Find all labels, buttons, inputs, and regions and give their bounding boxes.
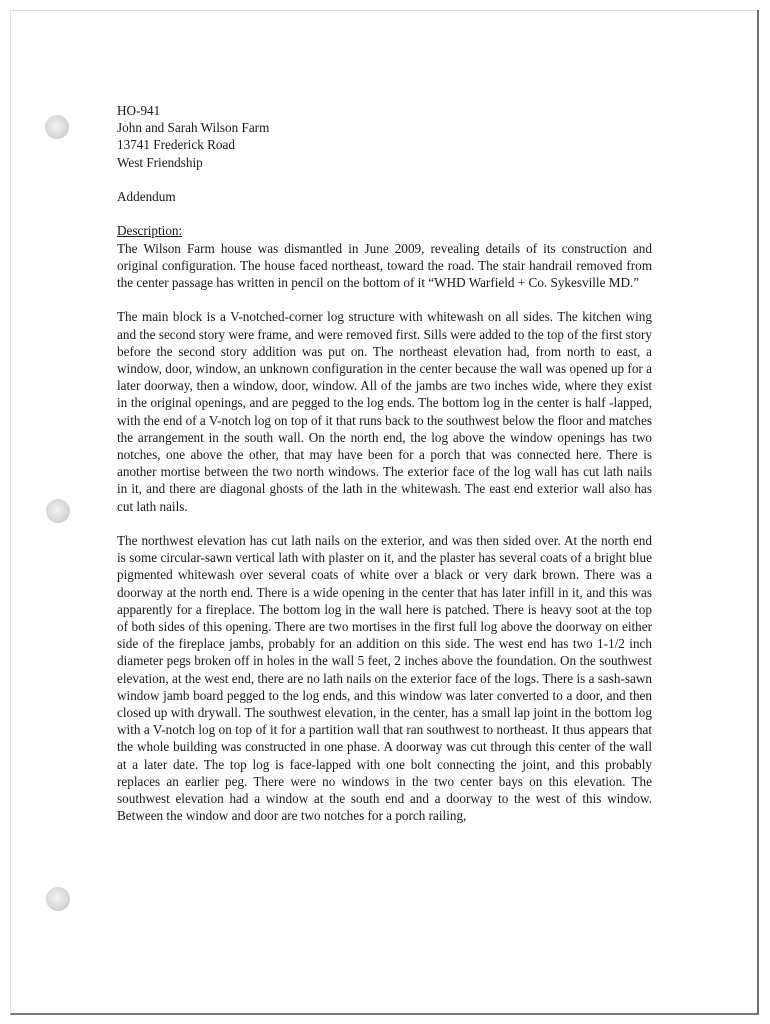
punch-hole-top [45,115,69,139]
paragraph-1: The Wilson Farm house was dismantled in June 2009, revealing details of its construction and original configuration. The house faced northeast, toward the road. The stair handrail removed from the center passage has written in pencil on the bottom of it “WHD Warfield + Co. Sykesville MD.” [117,240,652,290]
page-edge-bottom [10,1013,759,1015]
property-name: John and Sarah Wilson Farm [117,120,270,136]
description-heading: Description: [117,223,183,239]
document-body [117,102,652,824]
street-address: 13741 Frederick Road [117,137,235,153]
punch-hole-middle [46,499,70,523]
survey-id: HO-941 [117,103,161,118]
page-edge-top [10,10,758,11]
paragraph-2: The main block is a V-notched-corner log structure with whitewash on all sides. The kitchen wing and the second story were frame, and were removed first. Sills were added to the top of the first story before the second story addition was put on. The northeast elevation had, from north to east, a window, door, window, an unknown configuration in the center because the wall was opened up for a later doorway, then a window, door, window. All of the jambs are two inches wide, where they exist in the original openings, and are pegged to the log ends. The bottom log in the center is half -lapped, with the end of a V-notch log on top of it that runs back to the southwest below the floor and matches the arrangement in the south wall. On the north end, the log above the window openings has two notches, one above the other, that may have been for a porch that was connected here. There is another mortise between the two north windows. The exterior face of the log wall has cut lath nails in it, and there are diagonal ghosts of the lath in the whitewash. The east end exterior wall also has cut lath nails. [117,309,652,514]
town: West Friendship [117,154,203,170]
page-edge-right [757,10,759,1014]
paragraph-3: The northwest elevation has cut lath nails on the exterior, and was then sided over. At the north end is some circular-sawn vertical lath with plaster on it, and the plaster has several coats of a bright blue pigmented whitewash over several coats of white over a black or very dark brown. There was a doorway at the north end. There is a wide opening in the center that has later infill in it, and this was apparently for a fireplace. The bottom log in the wall here is patched. There is heavy soot at the top of both sides of this opening. There are two mortises in the first full log above the doorway on either side of the fireplace jambs, probably for an addition on this side. The west end has two 1-1/2 inch diameter pegs broken off in holes in the wall 5 feet, 2 inches above the foundation. On the southwest elevation, at the west end, there are no lath nails on the exterior face of the logs. There is a sash-sawn window jamb board pegged to the log ends, and this window was later converted to a door, and then closed up with drywall. The southwest elevation, in the center, has a small lap joint in the bottom log with a V-notch log on top of it for a partition wall that ran southwest to northeast. It thus appears that the whole building was constructed in one phase. A doorway was cut through this center of the wall at a later date. The top log is face-lapped with one bolt connecting the joint, and this probably replaces an earlier peg. There were no windows in the two center bays on this elevation. The southwest elevation had a window at the south end and a doorway to the west of this window. Between the window and door are two notches for a porch railing, [117,533,652,824]
punch-hole-bottom [46,887,70,911]
page-edge-left [10,10,11,1014]
section-title: Addendum [117,189,176,204]
